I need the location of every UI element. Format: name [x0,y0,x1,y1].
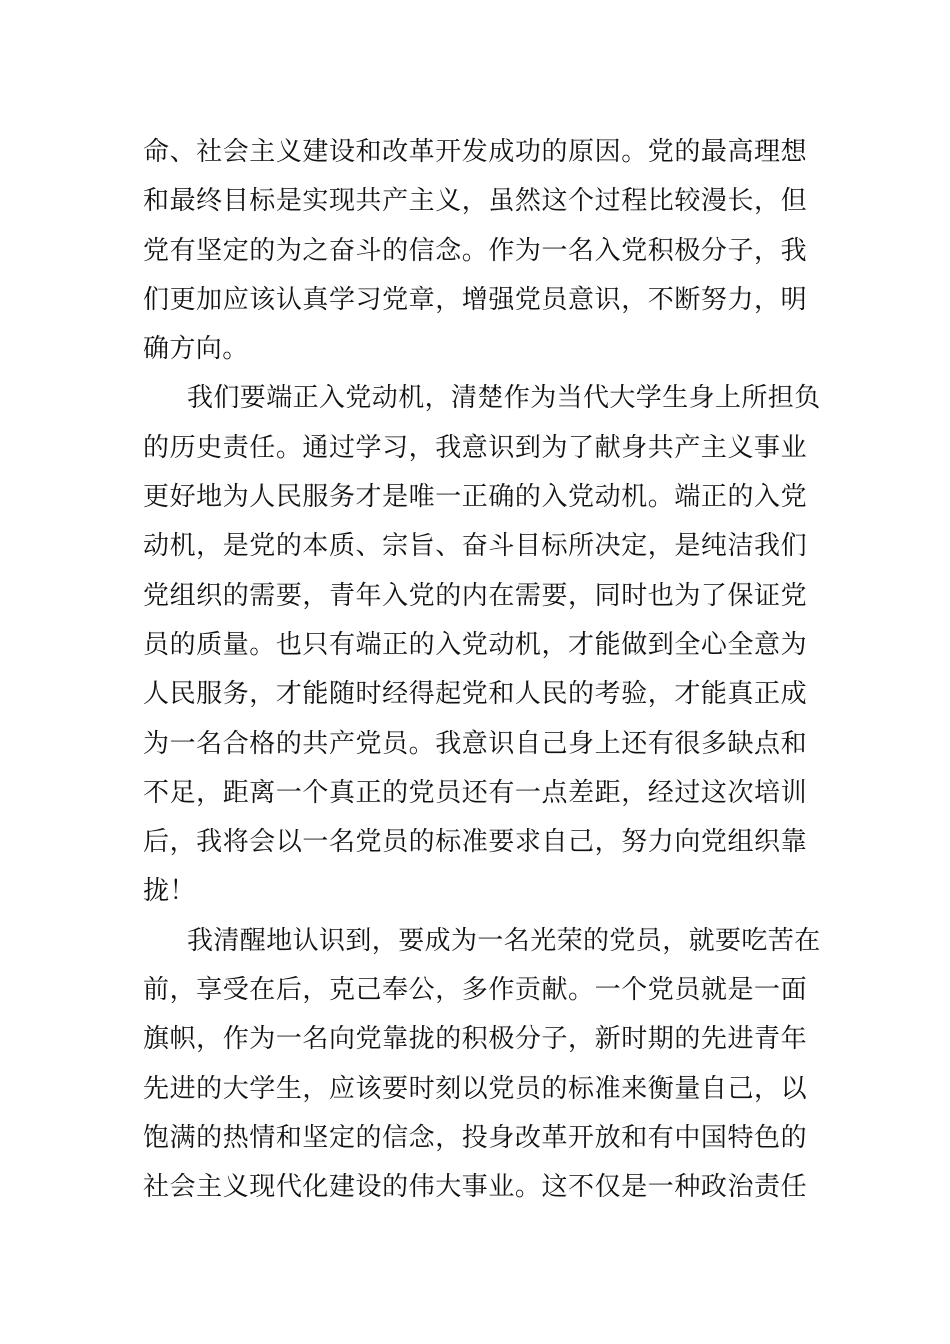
paragraph-start-line: 我清醒地认识到，要成为一名光荣的党员，就要吃苦在 [187,925,821,956]
text-line: 饱满的热情和坚定的信念，投身改革开放和有中国特色的 [143,1122,807,1153]
text-line: 党有坚定的为之奋斗的信念。作为一名入党积极分子，我 [143,235,807,266]
text-line: 员的质量。也只有端正的入党动机，才能做到全心全意为 [143,629,807,660]
text-line: 们更加应该认真学习党章，增强党员意识，不断努力，明 [143,284,807,315]
text-line: 不足，距离一个真正的党员还有一点差距，经过这次培训 [143,777,807,808]
paragraph-start-line: 我们要端正入党动机，清楚作为当代大学生身上所担负 [187,383,821,414]
text-line: 命、社会主义建设和改革开发成功的原因。党的最高理想 [143,137,807,167]
text-line: 的历史责任。通过学习，我意识到为了献身共产主义事业 [143,432,807,463]
body-text [143,128,821,1213]
text-line: 先进的大学生，应该要时刻以党员的标准来衡量自己，以 [143,1073,807,1104]
text-line: 人民服务，才能随时经得起党和人民的考验，才能真正成 [143,679,807,710]
text-line: 旗帜，作为一名向党靠拢的积极分子，新时期的先进青年 [143,1024,807,1055]
text-line: 后，我将会以一名党员的标准要求自己，努力向党组织靠 [143,827,807,858]
text-line: 和最终目标是实现共产主义，虽然这个过程比较漫长，但 [143,186,807,217]
text-line: 为一名合格的共产党员。我意识自己身上还有很多缺点和 [143,728,807,759]
text-line: 前，享受在后，克己奉公，多作贡献。一个党员就是一面 [143,975,807,1006]
text-line: 动机，是党的本质、宗旨、奋斗目标所决定，是纯洁我们 [143,531,807,562]
text-line: 社会主义现代化建设的伟大事业。这不仅是一种政治责任 [143,1172,807,1203]
text-line: 确方向。 [143,334,249,365]
text-line: 党组织的需要，青年入党的内在需要，同时也为了保证党 [143,580,807,611]
text-line: 拢！ [143,876,196,907]
text-line: 更好地为人民服务才是唯一正确的入党动机。端正的入党 [143,482,807,513]
